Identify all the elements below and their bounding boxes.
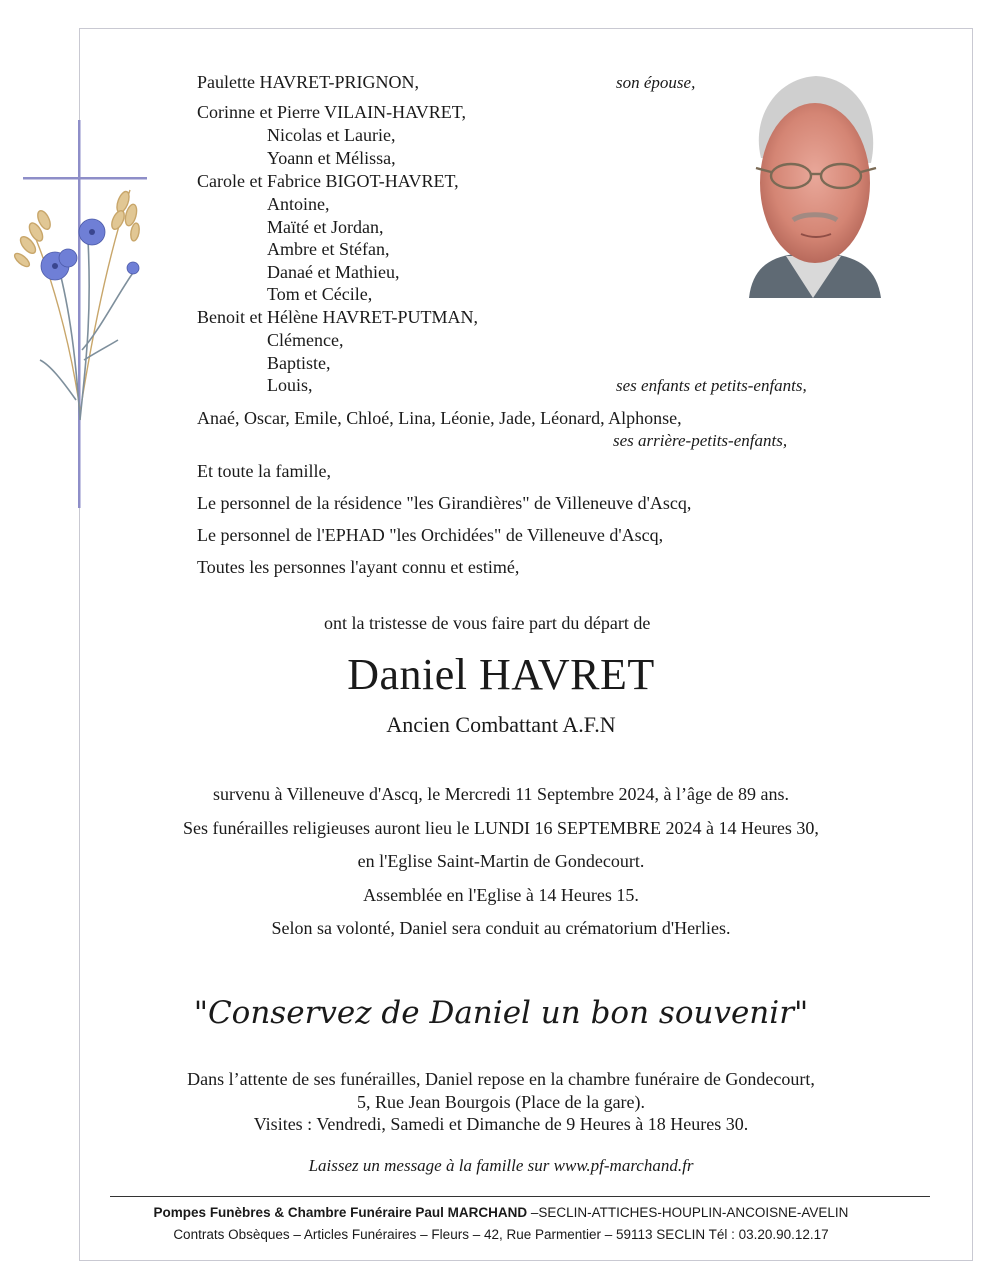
family-line: Danaé et Mathieu, — [267, 262, 400, 282]
family-line: Maïté et Jordan, — [267, 217, 384, 237]
detail-line: Assemblée en l'Eglise à 14 Heures 15. — [363, 885, 639, 905]
spouse-name: Paulette HAVRET-PRIGNON, — [197, 72, 420, 92]
message-link[interactable]: Laissez un message à la famille sur www.pf-marchand.fr — [308, 1156, 694, 1175]
detail-line: en l'Eglise Saint-Martin de Gondecourt. — [357, 851, 645, 871]
family-line: Tom et Cécile, — [267, 284, 373, 304]
footer-divider — [110, 1196, 930, 1197]
family-line: Ambre et Stéfan, — [267, 239, 390, 259]
detail-line: survenu à Villeneuve d'Ascq, le Mercredi 11 Septembre 2024, à l’âge de 89 ans. — [213, 784, 789, 804]
footer-towns: –SECLIN-ATTICHES-HOUPLIN-ANCOISNE-AVELIN — [527, 1205, 849, 1220]
others-line: Le personnel de la résidence "les Girandières" de Villeneuve d'Ascq, — [197, 493, 692, 513]
footer-contact: Contrats Obsèques – Articles Funéraires – Fleurs – 42, Rue Parmentier – 59113 SECLIN Tél : 03.20.90.12.17 — [173, 1227, 829, 1242]
detail-line: Selon sa volonté, Daniel sera conduit au crématorium d'Herlies. — [271, 918, 731, 938]
rest-line: Visites : Vendredi, Samedi et Dimanche de 9 Heures à 18 Heures 30. — [253, 1114, 749, 1134]
cross-flowers-icon — [10, 120, 150, 510]
great-grandchildren: Anaé, Oscar, Emile, Chloé, Lina, Léonie, Jade, Léonard, Alphonse, — [197, 408, 682, 428]
family-line: Yoann et Mélissa, — [267, 148, 396, 168]
detail-line: Ses funérailles religieuses auront lieu le LUNDI 16 SEPTEMBRE 2024 à 14 Heures 30, — [183, 818, 819, 838]
footer-company-line — [0, 1204, 1002, 1222]
family-line: Nicolas et Laurie, — [267, 125, 396, 145]
memorial-quote: "Conservez de Daniel un bon souvenir" — [193, 995, 809, 1031]
family-line: Antoine, — [267, 194, 330, 214]
family-line: Carole et Fabrice BIGOT-HAVRET, — [197, 171, 459, 191]
others-line: Et toute la famille, — [197, 461, 331, 481]
deceased-title: Ancien Combattant A.F.N — [386, 712, 616, 737]
family-line: Benoit et Hélène HAVRET-PUTMAN, — [197, 307, 478, 327]
announcement: ont la tristesse de vous faire part du départ de — [324, 613, 651, 633]
others-line: Toutes les personnes l'ayant connu et estimé, — [197, 557, 520, 577]
family-line: Louis, — [267, 375, 313, 395]
children-role: ses enfants et petits-enfants, — [616, 376, 807, 395]
rest-line: 5, Rue Jean Bourgois (Place de la gare). — [356, 1092, 646, 1112]
spouse-role: son épouse, — [616, 73, 696, 92]
others-line: Le personnel de l'EPHAD "les Orchidées" de Villeneuve d'Ascq, — [197, 525, 664, 545]
rest-line: Dans l’attente de ses funérailles, Daniel repose en la chambre funéraire de Gondecourt, — [187, 1069, 815, 1089]
portrait-photo — [731, 58, 896, 313]
family-line: Clémence, — [267, 330, 344, 350]
family-line: Baptiste, — [267, 353, 331, 373]
footer-company: Pompes Funèbres & Chambre Funéraire Paul MARCHAND — [153, 1205, 528, 1220]
great-grandchildren-role: ses arrière-petits-enfants, — [613, 431, 788, 450]
family-line: Corinne et Pierre VILAIN-HAVRET, — [197, 102, 466, 122]
deceased-name: Daniel HAVRET — [347, 650, 655, 699]
